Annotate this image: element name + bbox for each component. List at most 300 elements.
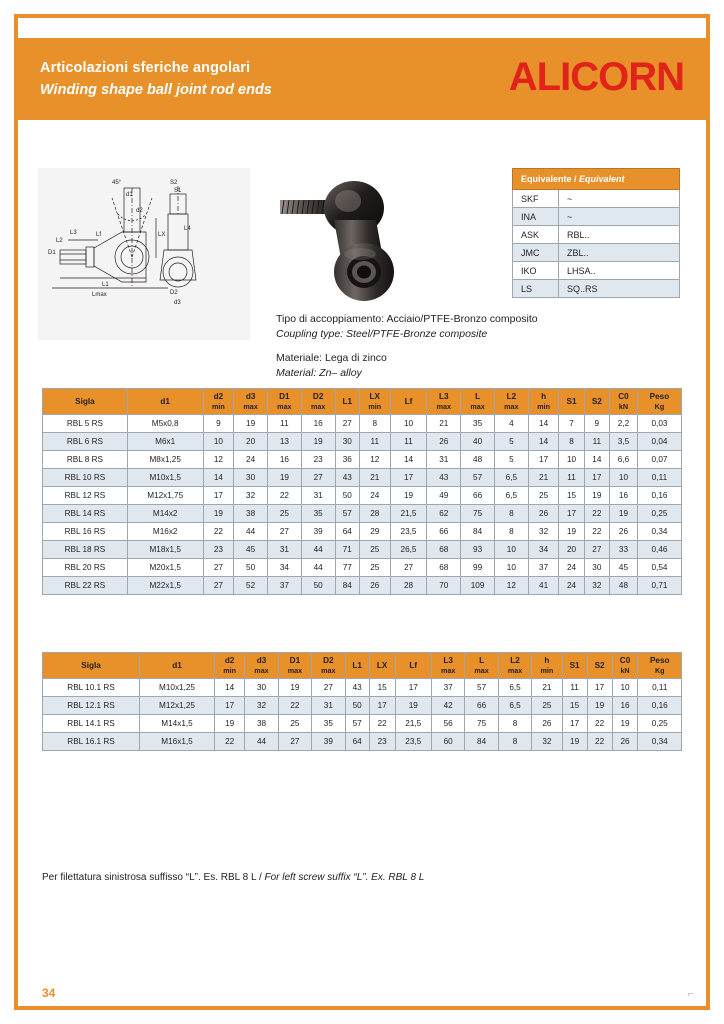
table-cell: 43 (345, 679, 369, 697)
column-header: Lf (395, 653, 431, 679)
table-cell: 71 (335, 541, 359, 559)
table-cell: M14x2 (127, 505, 203, 523)
equivalent-table-body (513, 190, 680, 298)
table-cell: M16x2 (127, 523, 203, 541)
left-thread-note-en: For left screw suffix “L”. Ex. RBL 8 L (264, 872, 425, 883)
column-header-sub: max (243, 402, 258, 411)
column-header: L2 max (494, 389, 528, 415)
table-cell: 31 (267, 541, 301, 559)
table-cell: 27 (203, 559, 234, 577)
table-cell: 11 (390, 433, 427, 451)
table-cell: 31 (312, 697, 345, 715)
table-cell: 17 (395, 679, 431, 697)
table-cell: 17 (214, 697, 244, 715)
table-cell: 41 (528, 577, 559, 595)
coupling-type-en: Coupling type: Steel/PTFE-Bronze composite (276, 328, 488, 340)
column-header-sub: max (470, 402, 485, 411)
table-header-row (43, 389, 682, 415)
table-cell: 22 (203, 523, 234, 541)
table-row (43, 715, 682, 733)
column-header-sub: max (321, 666, 336, 675)
equivalent-code: ~ (559, 190, 680, 208)
table-cell: 43 (335, 469, 359, 487)
cell-sigla: RBL 8 RS (43, 451, 128, 469)
table-cell: 22 (587, 715, 612, 733)
column-header: L1 (335, 389, 359, 415)
table-cell: 14 (528, 415, 559, 433)
table-header-row (43, 653, 682, 679)
table-cell: 27 (584, 541, 609, 559)
table-cell: 8 (359, 415, 390, 433)
table-cell: 35 (301, 505, 335, 523)
column-header-sub: min (223, 666, 236, 675)
table-cell: 14 (214, 679, 244, 697)
column-header: Lf (390, 389, 427, 415)
table-cell: 21,5 (395, 715, 431, 733)
product-photo-svg (272, 168, 420, 316)
product-photo (272, 168, 420, 316)
coupling-type-it: Tipo di accoppiamento: Acciaio/PTFE-Bronzo composito (276, 313, 538, 325)
table-cell: 30 (335, 433, 359, 451)
cell-sigla: RBL 16 RS (43, 523, 128, 541)
table-row (43, 559, 682, 577)
table-cell: 9 (584, 415, 609, 433)
table-cell: 64 (345, 733, 369, 751)
table-cell: 19 (562, 733, 587, 751)
table-cell: 37 (267, 577, 301, 595)
svg-text:d3: d3 (174, 300, 181, 306)
table-cell: 23 (203, 541, 234, 559)
table-cell: 19 (278, 679, 311, 697)
cell-sigla: RBL 16.1 RS (43, 733, 140, 751)
table-cell: 84 (461, 523, 495, 541)
table-cell: 35 (461, 415, 495, 433)
table-cell: 11 (562, 679, 587, 697)
svg-text:Lf: Lf (96, 232, 102, 238)
table-cell: 11 (267, 415, 301, 433)
svg-text:LX: LX (158, 232, 166, 238)
equivalent-table (512, 168, 680, 298)
equivalent-code: ZBL.. (559, 244, 680, 262)
table-cell: 19 (267, 469, 301, 487)
table-cell: 10 (494, 559, 528, 577)
column-header-sub: max (474, 666, 489, 675)
table-cell: 49 (427, 487, 461, 505)
table-cell: 0,11 (637, 469, 681, 487)
table-cell: 17 (559, 505, 584, 523)
table-cell: 8 (494, 505, 528, 523)
table-cell: 0,25 (637, 505, 681, 523)
table-cell: 20 (559, 541, 584, 559)
table-cell: 12 (494, 577, 528, 595)
table-cell: 50 (301, 577, 335, 595)
svg-text:D1: D1 (48, 250, 56, 256)
table-cell: 4 (494, 415, 528, 433)
table-cell: 8 (494, 523, 528, 541)
column-header: L3 max (427, 389, 461, 415)
table-cell: 26 (609, 523, 637, 541)
table-cell: 16 (612, 697, 638, 715)
svg-text:L1: L1 (102, 282, 109, 288)
equivalent-brand: ASK (513, 226, 559, 244)
page-header (18, 38, 706, 120)
table-cell: 50 (345, 697, 369, 715)
table-cell: 0,34 (637, 523, 681, 541)
table-cell: 29 (359, 523, 390, 541)
table-cell: 24 (559, 577, 584, 595)
table-cell: 66 (427, 523, 461, 541)
table-cell: 19 (559, 523, 584, 541)
table-cell: 22 (214, 733, 244, 751)
column-header-sub: kN (620, 666, 630, 675)
table-cell: 22 (584, 505, 609, 523)
table-cell: 10 (494, 541, 528, 559)
column-header: d3 max (234, 389, 268, 415)
table-cell: 21 (359, 469, 390, 487)
table-cell: 26 (528, 505, 559, 523)
table-cell: 16 (609, 487, 637, 505)
table-row (43, 433, 682, 451)
column-header: L3 max (431, 653, 464, 679)
table-cell: 26 (359, 577, 390, 595)
table-cell: 27 (335, 415, 359, 433)
table-cell: 10 (612, 679, 638, 697)
page-title-it: Articolazioni sferiche angolari (40, 60, 251, 76)
svg-text:45°: 45° (112, 180, 122, 186)
table-cell: 23,5 (390, 523, 427, 541)
table-cell: 38 (234, 505, 268, 523)
cell-sigla: RBL 12 RS (43, 487, 128, 505)
table-cell: 8 (498, 733, 531, 751)
svg-text:D2: D2 (170, 290, 178, 296)
cell-sigla: RBL 20 RS (43, 559, 128, 577)
table-cell: 30 (245, 679, 278, 697)
dimensions-table-2-body (43, 679, 682, 751)
table-cell: 6,5 (494, 487, 528, 505)
table-cell: 64 (335, 523, 359, 541)
table-cell: 0,25 (638, 715, 682, 733)
table-cell: 57 (335, 505, 359, 523)
svg-text:L2: L2 (56, 238, 63, 244)
column-header: L max (461, 389, 495, 415)
table-cell: 48 (609, 577, 637, 595)
table-cell: 19 (390, 487, 427, 505)
table-cell: 75 (461, 505, 495, 523)
column-header: Sigla (43, 653, 140, 679)
table-cell: 22 (587, 733, 612, 751)
cell-sigla: RBL 12.1 RS (43, 697, 140, 715)
page-number: 34 (42, 986, 56, 1000)
svg-text:Lmax: Lmax (92, 292, 107, 298)
table-cell: 68 (427, 559, 461, 577)
table-cell: 17 (528, 451, 559, 469)
table-row (43, 469, 682, 487)
table-row (43, 451, 682, 469)
table-cell: 57 (465, 679, 498, 697)
table-cell: 45 (234, 541, 268, 559)
column-header: D2 max (301, 389, 335, 415)
equivalent-table-header-row (513, 169, 680, 190)
dimensions-table-1-body (43, 415, 682, 595)
table-cell: 37 (431, 679, 464, 697)
table-cell: 84 (465, 733, 498, 751)
table-cell: 75 (465, 715, 498, 733)
table-cell: 27 (390, 559, 427, 577)
table-cell: 23 (369, 733, 395, 751)
svg-text:d1: d1 (126, 192, 133, 198)
table-cell: 36 (335, 451, 359, 469)
table-cell: 9 (203, 415, 234, 433)
corner-mark-icon: ⌐ (687, 988, 694, 1000)
svg-text:S2: S2 (170, 180, 178, 186)
equivalent-code: SQ..RS (559, 280, 680, 298)
cell-sigla: RBL 5 RS (43, 415, 128, 433)
table-row (43, 577, 682, 595)
table-cell: 15 (559, 487, 584, 505)
equivalent-header-en: Equivalent (579, 174, 625, 184)
column-header-sub: max (287, 666, 303, 675)
table-cell: 32 (528, 523, 559, 541)
table-cell: 0,07 (637, 451, 681, 469)
table-cell: 68 (427, 541, 461, 559)
table-cell: 5 (494, 451, 528, 469)
left-thread-note (42, 872, 424, 883)
table-cell: 20 (234, 433, 268, 451)
table-cell: 62 (427, 505, 461, 523)
table-cell: 27 (278, 733, 311, 751)
table-cell: 19 (609, 505, 637, 523)
table-cell: 11 (584, 433, 609, 451)
table-cell: 21,5 (390, 505, 427, 523)
table-cell: 26 (612, 733, 638, 751)
table-row (513, 262, 680, 280)
column-header-sub: kN (618, 402, 629, 411)
column-header: S2 (584, 389, 609, 415)
table-cell: 0,46 (637, 541, 681, 559)
table-cell: 13 (267, 433, 301, 451)
cell-sigla: RBL 14 RS (43, 505, 128, 523)
column-header-sub: max (507, 666, 523, 675)
table-cell: 32 (234, 487, 268, 505)
table-cell: 19 (203, 505, 234, 523)
table-cell: 25 (278, 715, 311, 733)
column-header: L2 max (498, 653, 531, 679)
equivalent-header-it: Equivalente (521, 174, 572, 184)
table-cell: 28 (359, 505, 390, 523)
left-thread-note-it: Per filettatura sinistrosa suffisso “L”. Es. RBL 8 L / (42, 872, 265, 883)
table-cell: M12x1,75 (127, 487, 203, 505)
table-cell: 19 (587, 697, 612, 715)
table-cell: 19 (395, 697, 431, 715)
table-cell: M6x1 (127, 433, 203, 451)
table-cell: 17 (562, 715, 587, 733)
equivalent-brand: SKF (513, 190, 559, 208)
table-cell: 27 (301, 469, 335, 487)
table-cell: 6,6 (609, 451, 637, 469)
table-cell: 2,2 (609, 415, 637, 433)
table-cell: 19 (214, 715, 244, 733)
column-header: d3 max (245, 653, 278, 679)
table-cell: 26,5 (390, 541, 427, 559)
table-cell: 21 (532, 679, 562, 697)
table-cell: 11 (559, 469, 584, 487)
table-cell: 32 (245, 697, 278, 715)
table-cell: 33 (609, 541, 637, 559)
table-cell: 6,5 (498, 697, 531, 715)
table-cell: 32 (532, 733, 562, 751)
table-cell: 34 (267, 559, 301, 577)
cell-sigla: RBL 10 RS (43, 469, 128, 487)
svg-text:L3: L3 (70, 230, 77, 236)
cell-sigla: RBL 18 RS (43, 541, 128, 559)
table-cell: 22 (584, 523, 609, 541)
equivalent-brand: IKO (513, 262, 559, 280)
table-row (43, 415, 682, 433)
column-header-sub: max (436, 402, 451, 411)
table-cell: 26 (427, 433, 461, 451)
table-cell: 17 (390, 469, 427, 487)
svg-text:L4: L4 (184, 226, 191, 232)
column-header: d1 (127, 389, 203, 415)
table-cell: 17 (203, 487, 234, 505)
cell-sigla: RBL 10.1 RS (43, 679, 140, 697)
table-cell: 27 (203, 577, 234, 595)
column-header: h min (532, 653, 562, 679)
table-cell: 44 (301, 541, 335, 559)
column-header: Sigla (43, 389, 128, 415)
table-row (43, 523, 682, 541)
page-border-left (14, 14, 18, 1010)
table-cell: 22 (278, 697, 311, 715)
table-cell: 93 (461, 541, 495, 559)
table-cell: 84 (335, 577, 359, 595)
table-row (43, 733, 682, 751)
brand-logo: ALICORN (508, 55, 684, 99)
table-cell: 66 (465, 697, 498, 715)
table-cell: 52 (234, 577, 268, 595)
table-cell: 40 (461, 433, 495, 451)
table-cell: 50 (335, 487, 359, 505)
table-cell: 22 (369, 715, 395, 733)
table-row (513, 208, 680, 226)
table-cell: 109 (461, 577, 495, 595)
table-cell: 0,16 (638, 697, 682, 715)
table-row (513, 280, 680, 298)
column-header: Peso Kg (637, 389, 681, 415)
table-cell: 0,04 (637, 433, 681, 451)
table-cell: 0,03 (637, 415, 681, 433)
dimensions-table-2 (42, 652, 682, 751)
table-cell: 99 (461, 559, 495, 577)
table-cell: 25 (359, 559, 390, 577)
table-cell: 10 (559, 451, 584, 469)
column-header-sub: Kg (654, 402, 665, 411)
table-cell: 6,5 (494, 469, 528, 487)
table-cell: 24 (559, 559, 584, 577)
svg-text:S1: S1 (174, 188, 182, 194)
table-cell: 8 (559, 433, 584, 451)
column-header: D2 max (312, 653, 345, 679)
table-cell: 42 (431, 697, 464, 715)
table-cell: 0,54 (637, 559, 681, 577)
cell-sigla: RBL 22 RS (43, 577, 128, 595)
table-cell: 30 (584, 559, 609, 577)
table-cell: 15 (369, 679, 395, 697)
table-cell: 27 (267, 523, 301, 541)
column-header-sub: max (310, 402, 326, 411)
table-cell: 25 (267, 505, 301, 523)
table-cell: 23 (301, 451, 335, 469)
equivalent-brand: INA (513, 208, 559, 226)
column-header: S1 (562, 653, 587, 679)
table-cell: 35 (312, 715, 345, 733)
column-header: d2 min (214, 653, 244, 679)
page-border-bottom (14, 1006, 710, 1010)
table-cell: 8 (498, 715, 531, 733)
table-cell: 32 (584, 577, 609, 595)
table-cell: 77 (335, 559, 359, 577)
table-cell: 44 (234, 523, 268, 541)
technical-drawing (38, 168, 250, 340)
table-cell: 0,71 (637, 577, 681, 595)
table-cell: 16 (301, 415, 335, 433)
equivalent-header-sep: / (571, 174, 580, 184)
dimensions-table-1 (42, 388, 682, 595)
table-cell: M8x1,25 (127, 451, 203, 469)
equivalent-code: LHSA.. (559, 262, 680, 280)
table-cell: 10 (203, 433, 234, 451)
column-header-sub: min (211, 402, 225, 411)
table-cell: 50 (234, 559, 268, 577)
table-cell: M12x1,25 (140, 697, 215, 715)
equivalent-table-header (513, 169, 680, 190)
table-cell: 57 (461, 469, 495, 487)
drawing-svg (38, 168, 250, 340)
table-cell: 43 (427, 469, 461, 487)
column-header: d2 min (203, 389, 234, 415)
table-row (43, 541, 682, 559)
table-cell: 28 (390, 577, 427, 595)
table-cell: 19 (234, 415, 268, 433)
table-cell: 0,11 (638, 679, 682, 697)
table-cell: 17 (369, 697, 395, 715)
table-cell: 21 (528, 469, 559, 487)
table-cell: 0,34 (638, 733, 682, 751)
equivalent-code: ~ (559, 208, 680, 226)
table-cell: 66 (461, 487, 495, 505)
table-cell: 14 (528, 433, 559, 451)
column-header-sub: min (368, 402, 382, 411)
column-header: C0 kN (612, 653, 638, 679)
table-cell: 25 (532, 697, 562, 715)
column-header: D1 max (267, 389, 301, 415)
table-cell: 27 (312, 679, 345, 697)
table-cell: 16 (267, 451, 301, 469)
table-cell: 23,5 (395, 733, 431, 751)
table-cell: 12 (203, 451, 234, 469)
table-cell: 24 (359, 487, 390, 505)
material-en: Material: Zn– alloy (276, 367, 362, 379)
table-cell: 14 (584, 451, 609, 469)
table-cell: 39 (312, 733, 345, 751)
table-row (43, 505, 682, 523)
table-cell: M18x1,5 (127, 541, 203, 559)
table-cell: 14 (390, 451, 427, 469)
equivalent-brand: JMC (513, 244, 559, 262)
equivalent-brand: LS (513, 280, 559, 298)
table-cell: 17 (587, 679, 612, 697)
table-cell: 17 (584, 469, 609, 487)
